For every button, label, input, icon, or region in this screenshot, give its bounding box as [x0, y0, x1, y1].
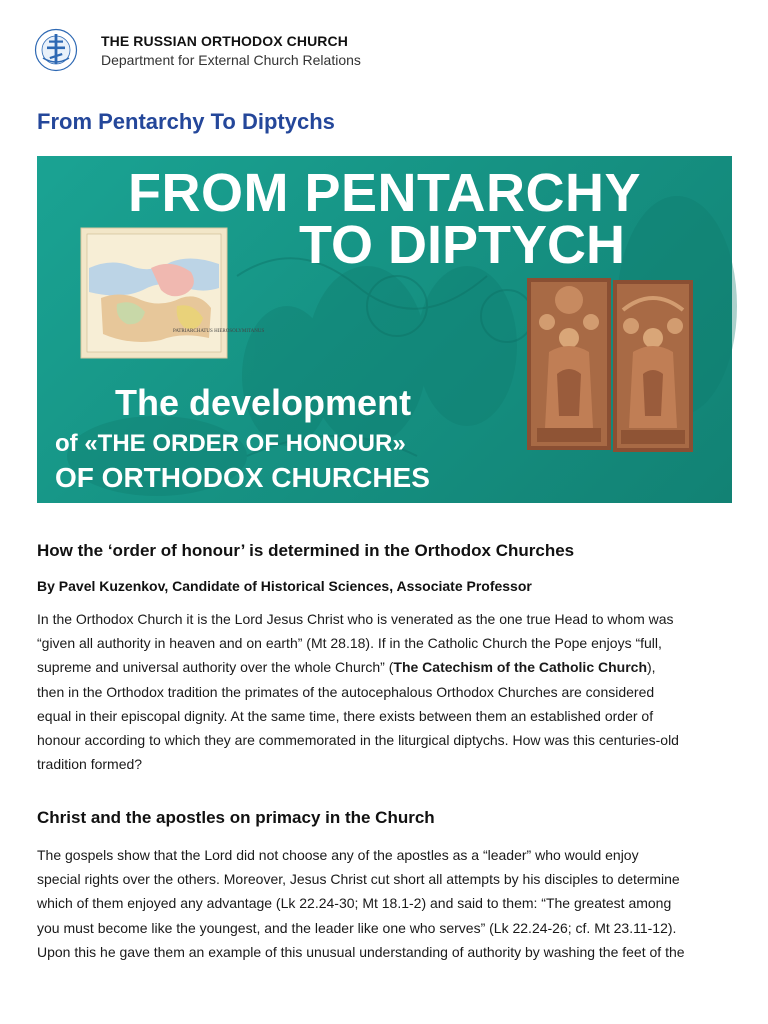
article-banner-image — [37, 156, 732, 503]
site-header — [34, 28, 734, 72]
paragraph-line — [37, 655, 737, 679]
banner-subtitle-line-2: of «THE ORDER OF HONOUR» — [55, 430, 406, 457]
ivory-diptych-left-image — [527, 278, 611, 450]
map-caption: PATRIARCHATUS HIEROSOLYMITANUS — [173, 329, 265, 334]
banner-title-line-2: TO DIPTYCH — [299, 215, 626, 275]
paragraph-line: honour according to which they are commemorated in the liturgical diptychs. How was this centuries-old — [37, 732, 679, 749]
page-title: From Pentarchy To Diptychs — [37, 109, 335, 134]
ivory-diptych-right-image — [613, 280, 693, 452]
church-logo-icon[interactable] — [34, 28, 78, 72]
paragraph-line: then in the Orthodox tradition the primates of the autocephalous Orthodox Churches are considered — [37, 683, 655, 700]
author-byline: By Pavel Kuzenkov, Candidate of Historical Sciences, Associate Professor — [37, 578, 532, 594]
paragraph-gospels — [37, 843, 737, 964]
section-heading-christ-and-apostles: Christ and the apostles on primacy in the Church — [37, 808, 435, 827]
catechism-reference: The Catechism of the Catholic Church — [393, 659, 647, 676]
banner-subtitle-line-1: The development — [115, 382, 412, 423]
paragraph-line: which of them enjoyed any advantage (Lk 22.24-30; Mt 18.1-2) and said to them: “The greatest among — [37, 895, 672, 912]
paragraph-line: Upon this he gave them an example of this unusual understanding of authority by washing the feet of the — [37, 943, 685, 960]
paragraph-line: tradition formed? — [37, 756, 143, 773]
paragraph-intro — [37, 607, 737, 776]
paragraph-line: The gospels show that the Lord did not choose any of the apostles as a “leader” who would enjoy — [37, 847, 639, 863]
paragraph-line: you must become like the youngest, and the leader like one who serves” (Lk 22.24-26; cf. Mt 23.11-12). — [37, 919, 677, 936]
paragraph-line: special rights over the others. Moreover, Jesus Christ cut short all attempts by his disciples to determine — [37, 871, 680, 888]
banner-subtitle-line-3: OF ORTHODOX CHURCHES — [55, 462, 430, 493]
paragraph-line: “given all authority in heaven and on earth” (Mt 28.18). If in the Catholic Church the Pope enjoys “full, — [37, 635, 662, 652]
section-heading-order-of-honour: How the ‘order of honour’ is determined in the Orthodox Churches — [37, 541, 575, 560]
org-name[interactable]: THE RUSSIAN ORTHODOX CHURCH — [101, 33, 348, 49]
banner-title-line-1: FROM PENTARCHY — [128, 163, 641, 223]
paragraph-text: ), — [647, 659, 656, 676]
paragraph-text: supreme and universal authority over the whole Church” ( — [37, 659, 394, 676]
org-department[interactable]: Department for External Church Relations — [101, 52, 361, 68]
paragraph-line: equal in their episcopal dignity. At the same time, there exists between them an established order of — [37, 707, 654, 724]
historical-map-image — [81, 228, 265, 358]
paragraph-line: In the Orthodox Church it is the Lord Jesus Christ who is venerated as the one true Head to whom was — [37, 611, 674, 627]
